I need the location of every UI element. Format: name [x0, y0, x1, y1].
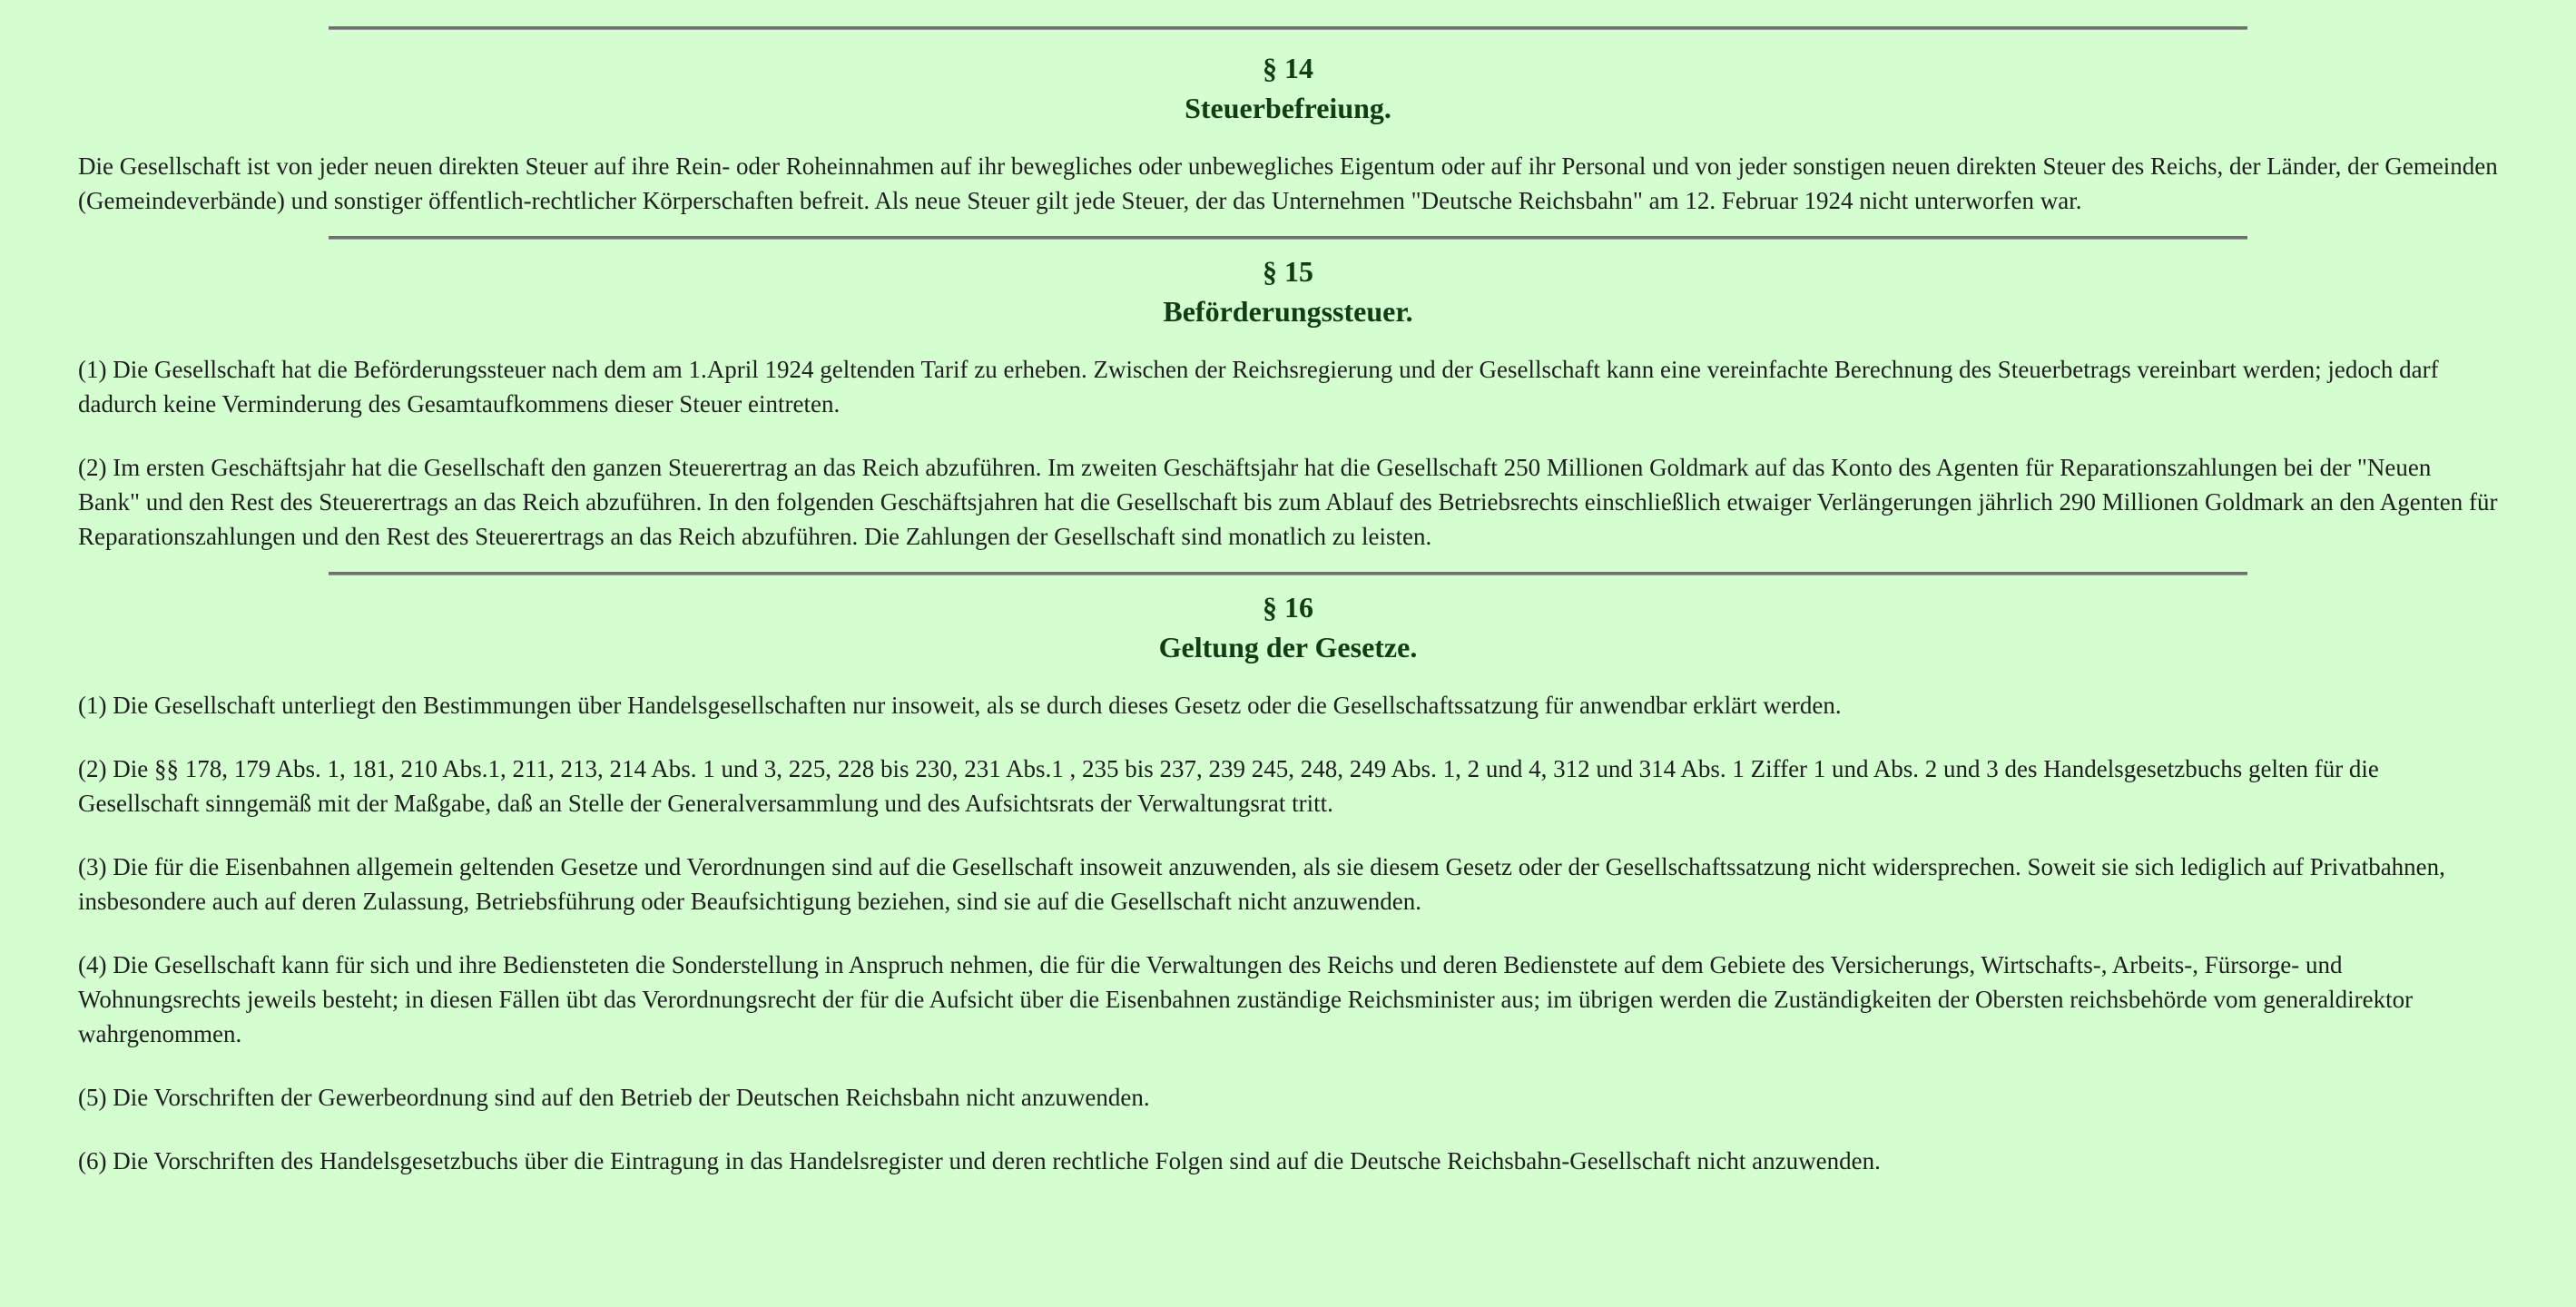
section-paragraph: (1) Die Gesellschaft hat die Beförderungssteuer nach dem am 1.April 1924 geltenden Tarif zu erheben. Zwischen der Reichsregierung und der Gesellschaft kann eine vereinfachte Berechnung des Steuerbetrags vereinbart werden; jedoch darf dadurch keine Verminderung des Gesamtaufkommens dieser Steuer eintreten.: [78, 356, 2439, 418]
section-number: § 16: [1263, 591, 1313, 624]
section-paragraph: Die Gesellschaft ist von jeder neuen direkten Steuer auf ihre Rein- oder Roheinnahmen auf ihr bewegliches oder unbewegliches Eigentum oder auf ihr Personal und von jeder sonstigen neuen direkten Steuer des Reichs, der Länder, der Gemeinden (Gemeindeverbände) und sonstiger öffentlich-rechtlicher Körperschaften befreit. Als neue Steuer gilt jede Steuer, der das Unternehmen "Deutsche Reichsbahn" am 12. Februar 1924 nicht unterworfen war.: [78, 152, 2498, 214]
section-16: [78, 587, 2498, 1178]
section-divider: [329, 236, 2247, 240]
section-paragraph: (2) Die §§ 178, 179 Abs. 1, 181, 210 Abs.1, 211, 213, 214 Abs. 1 und 3, 225, 228 bis 230, 231 Abs.1 , 235 bis 237, 239 245, 248, 249 Abs. 1, 2 und 4, 312 und 314 Abs. 1 Ziffer 1 und Abs. 2 und 3 des Handelsgesetzbuchs gelten für die Gesellschaft sinngemäß mit der Maßgabe, daß an Stelle der Generalversammlung und des Aufsichtsrats der Verwaltungsrat tritt.: [78, 755, 2379, 817]
section-15: [78, 251, 2498, 554]
document-page: [0, 26, 2576, 1307]
section-divider: [329, 572, 2247, 575]
section-title: Geltung der Gesetze.: [1158, 631, 1418, 663]
section-paragraph: (3) Die für die Eisenbahnen allgemein geltenden Gesetze und Verordnungen sind auf die Gesellschaft insoweit anzuwenden, als sie diesem Gesetz oder der Gesellschaftssatzung nicht widersprechen. Soweit sie sich lediglich auf Privatbahnen, insbesondere auch auf deren Zulassung, Betriebsführung oder Beaufsichtigung beziehen, sind sie auf die Gesellschaft nicht anzuwenden.: [78, 853, 2445, 915]
section-number: § 15: [1263, 255, 1313, 288]
section-paragraph: (4) Die Gesellschaft kann für sich und ihre Bediensteten die Sonderstellung in Anspruch nehmen, die für die Verwaltungen des Reichs und deren Bedienstete auf dem Gebiete des Versicherungs, Wirtschafts-, Arbeits-, Fürsorge- und Wohnungsrechts jeweils besteht; in diesen Fällen übt das Verordnungsrecht der für die Aufsicht über die Eisenbahnen zuständige Reichsminister aus; im übrigen werden die Zuständigkeiten der Obersten reichsbehörde vom generaldirektor wahrgenommen.: [78, 951, 2414, 1047]
section-14: [78, 48, 2498, 218]
section-divider: [329, 26, 2247, 30]
section-number: § 14: [1263, 52, 1313, 84]
section-paragraph: (6) Die Vorschriften des Handelsgesetzbuchs über die Eintragung in das Handelsregister und deren rechtliche Folgen sind auf die Deutsche Reichsbahn-Gesellschaft nicht anzuwenden.: [78, 1147, 1881, 1174]
section-paragraph: (5) Die Vorschriften der Gewerbeordnung sind auf den Betrieb der Deutschen Reichsbahn nicht anzuwenden.: [78, 1084, 1150, 1111]
section-paragraph: (2) Im ersten Geschäftsjahr hat die Gesellschaft den ganzen Steuerertrag an das Reich abzuführen. Im zweiten Geschäftsjahr hat die Gesellschaft 250 Millionen Goldmark auf das Konto des Agenten für Reparationszahlungen bei der "Neuen Bank" und den Rest des Steuerertrags an das Reich abzuführen. In den folgenden Geschäftsjahren hat die Gesellschaft bis zum Ablauf des Betriebsrechts einschließlich etwaiger Verlängerungen jährlich 290 Millionen Goldmark an den Agenten für Reparationszahlungen und den Rest des Steuerertrags an das Reich abzuführen. Die Zahlungen der Gesellschaft sind monatlich zu leisten.: [78, 454, 2498, 550]
section-title: Steuerbefreiung.: [1185, 92, 1391, 124]
section-title: Beförderungssteuer.: [1163, 295, 1413, 328]
section-paragraph: (1) Die Gesellschaft unterliegt den Bestimmungen über Handelsgesellschaften nur insoweit, als se durch dieses Gesetz oder die Gesellschaftssatzung für anwendbar erklärt werden.: [78, 692, 1842, 719]
